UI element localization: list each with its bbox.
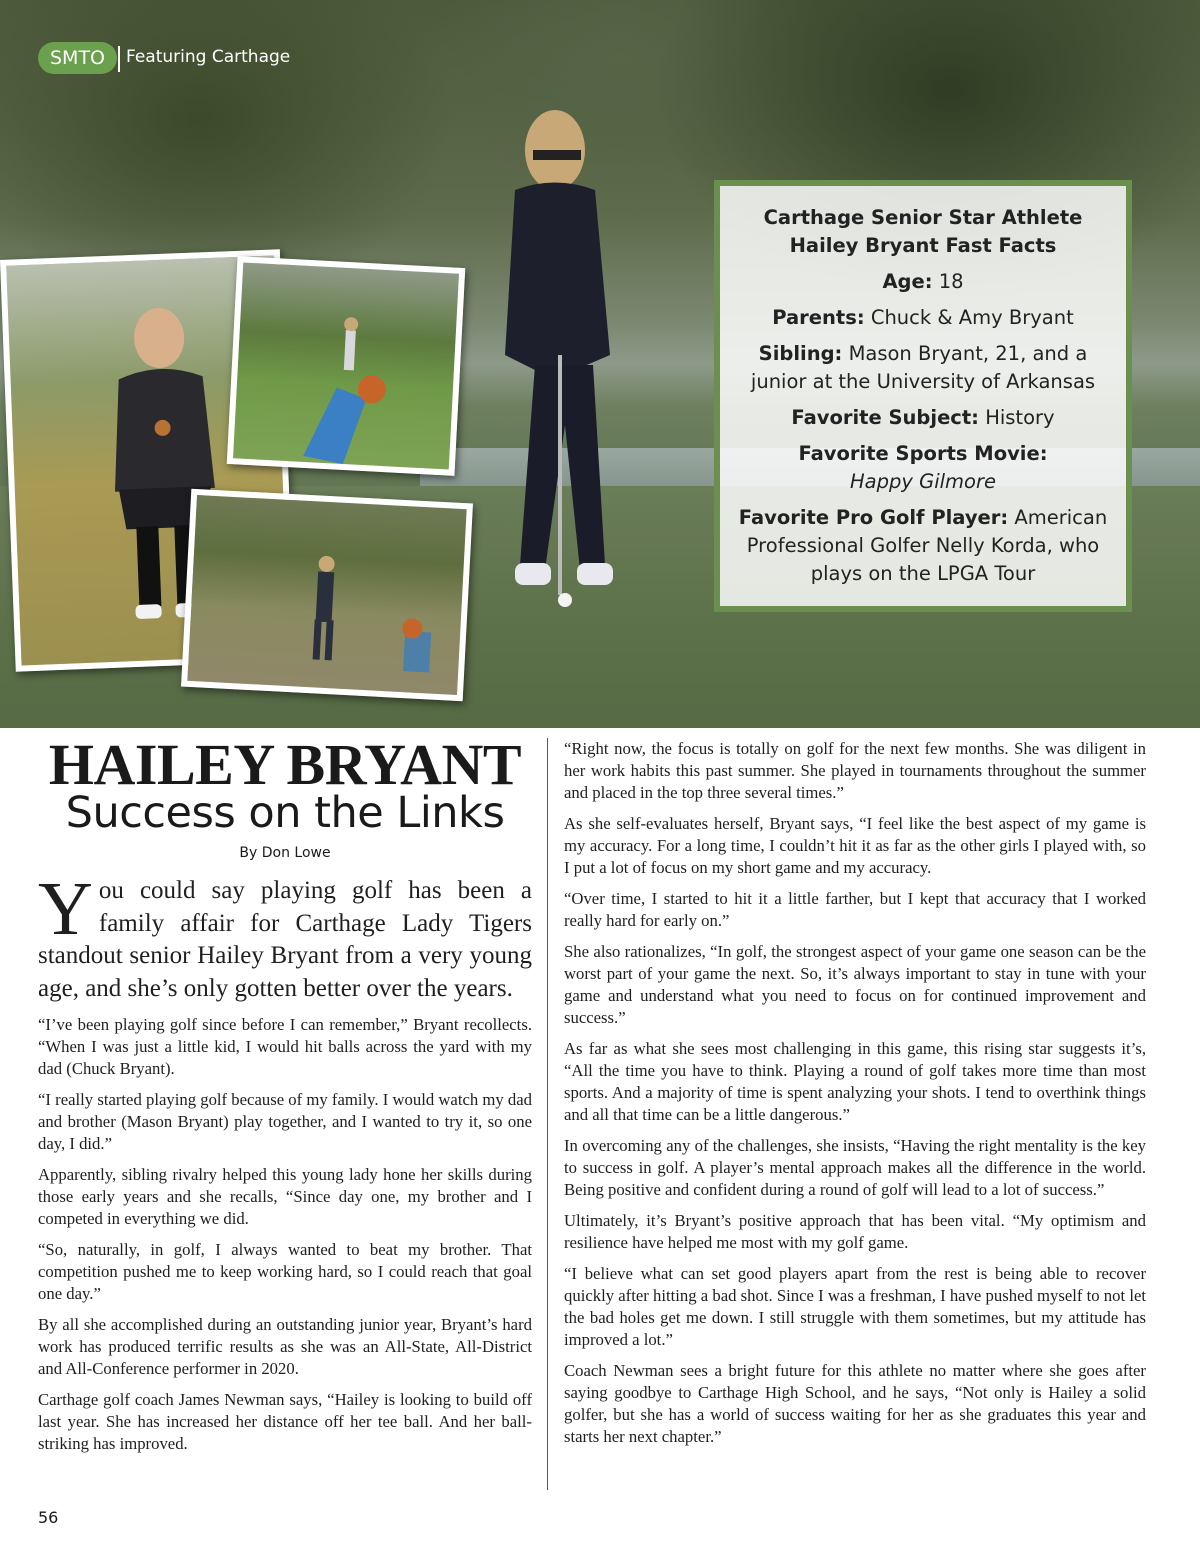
fact-value: Mason Bryant, 21, and a junior at the University of Arkansas	[750, 342, 1096, 393]
fact-sibling	[734, 340, 1112, 396]
headline: HAILEY BRYANT	[48, 732, 522, 797]
fact-value: Chuck & Amy Bryant	[870, 306, 1074, 329]
paragraph: “Over time, I started to hit it a little farther, but I kept that accuracy that I worked really hard for early on.”	[564, 889, 1146, 930]
fact-label: Sibling:	[758, 342, 843, 365]
byline: By Don Lowe	[239, 845, 331, 861]
paragraph: As far as what she sees most challenging in this game, this rising star suggests it’s, “All the time you have to think. Playing a round of golf takes more time than most sports. And a majority of time is spent analyzing your shots. I tend to overthink things and all that time can be a little dangerous.”	[564, 1039, 1146, 1124]
facts-title	[734, 204, 1112, 260]
green-scene	[233, 262, 459, 469]
column-divider	[547, 738, 548, 1490]
facts-title-line1: Carthage Senior Star Athlete	[763, 206, 1083, 229]
facts-title-line2: Hailey Bryant Fast Facts	[789, 234, 1057, 257]
lead-text: ou could say playing golf has been a family affair for Carthage Lady Tigers standout senior Hailey Bryant from a very young age, and she’s only gotten better over the years.	[38, 877, 532, 1002]
fact-value: Happy Gilmore	[850, 470, 996, 493]
section-badge: SMTO	[38, 42, 117, 74]
paragraph: She also rationalizes, “In golf, the strongest aspect of your game one season can be the worst part of your game the next. So, it’s always important to stay in tune with your game and understand what you need to focus on for continued improvement and success.”	[564, 942, 1146, 1027]
fact-label: Parents:	[772, 306, 865, 329]
photo-swing	[181, 489, 473, 701]
fact-label: Favorite Sports Movie:	[798, 442, 1048, 465]
fact-subject	[734, 404, 1112, 432]
swing-scene	[187, 495, 466, 695]
paragraph: Carthage golf coach James Newman says, “Hailey is looking to build off last year. She has increased her distance off her tee ball. And her ball-striking has improved.	[38, 1390, 532, 1453]
paragraph: Coach Newman sees a bright future for this athlete no matter where she goes after saying goodbye to Carthage High School, and he says, “Not only is Hailey a solid golfer, but she has a world of success waiting for her as she graduates this year and starts her next chapter.”	[564, 1361, 1146, 1446]
page-number: 56	[38, 1508, 59, 1527]
lead-paragraph	[38, 867, 532, 1005]
photo-putting-green	[227, 256, 466, 476]
drop-cap: Y	[38, 867, 93, 951]
paragraph: By all she accomplished during an outstanding junior year, Bryant’s hard work has produced terrific results as she was an All-State, All-District and All-Conference performer in 2020.	[38, 1315, 532, 1378]
paragraph: In overcoming any of the challenges, she insists, “Having the right mentality is the key to success in golf. A player’s mental approach makes all the difference in the world. Being positive and confident during a round of golf will lead to a lot of success.”	[564, 1136, 1146, 1199]
paragraph: Ultimately, it’s Bryant’s positive approach that has been vital. “My optimism and resilience have helped me most with my golf game.	[564, 1211, 1146, 1252]
paragraph: Apparently, sibling rivalry helped this young lady hone her skills during those early years and she recalls, “Since day one, my brother and I competed in everything we did.	[38, 1165, 532, 1228]
badge-divider	[118, 46, 120, 72]
paragraph: “I’ve been playing golf since before I can remember,” Bryant recollects. “When I was just a little kid, I would hit balls across the yard with my dad (Chuck Bryant).	[38, 1015, 532, 1078]
fact-age	[734, 268, 1112, 296]
article-column-left	[38, 867, 532, 1464]
section-title: Featuring Carthage	[126, 47, 291, 67]
fact-parents	[734, 304, 1112, 332]
hero-photo	[0, 0, 1200, 728]
paragraph: “I believe what can set good players apart from the rest is being able to recover quickly after hitting a bad shot. Since I was a freshman, I have pushed myself to not let the bad holes get me down. I still struggle with them sometimes, but my attitude has improved a lot.”	[564, 1264, 1146, 1349]
fact-movie	[734, 440, 1112, 496]
subhead: Success on the Links	[65, 788, 505, 838]
paragraph: “I really started playing golf because of my family. I would watch my dad and brother (Mason Bryant) play together, and I wanted to try it, so one day, I did.”	[38, 1090, 532, 1153]
fact-label: Favorite Subject:	[791, 406, 979, 429]
fact-golfer	[734, 504, 1112, 588]
fact-label: Age:	[882, 270, 933, 293]
paragraph: As she self-evaluates herself, Bryant says, “I feel like the best aspect of my game is my accuracy. For a long time, I couldn’t hit it as far as the other girls I played with, so I put a lot of focus on my short game and my accuracy.	[564, 814, 1146, 877]
paragraph: “Right now, the focus is totally on golf for the next few months. She was diligent in her work habits this past summer. She played in tournaments throughout the summer and placed in the top three several times.”	[564, 739, 1146, 802]
fact-value: 18	[938, 270, 964, 293]
fact-value: History	[985, 406, 1055, 429]
paragraph: “So, naturally, in golf, I always wanted to beat my brother. That competition pushed me to keep working hard, so I could reach that goal one day.”	[38, 1240, 532, 1303]
fact-value: American Professional Golfer Nelly Korda, who plays on the LPGA Tour	[746, 506, 1108, 585]
fact-label: Favorite Pro Golf Player:	[738, 506, 1009, 529]
article-column-right	[564, 738, 1146, 1457]
golfer-figure	[475, 95, 675, 615]
fast-facts-box	[714, 180, 1132, 612]
